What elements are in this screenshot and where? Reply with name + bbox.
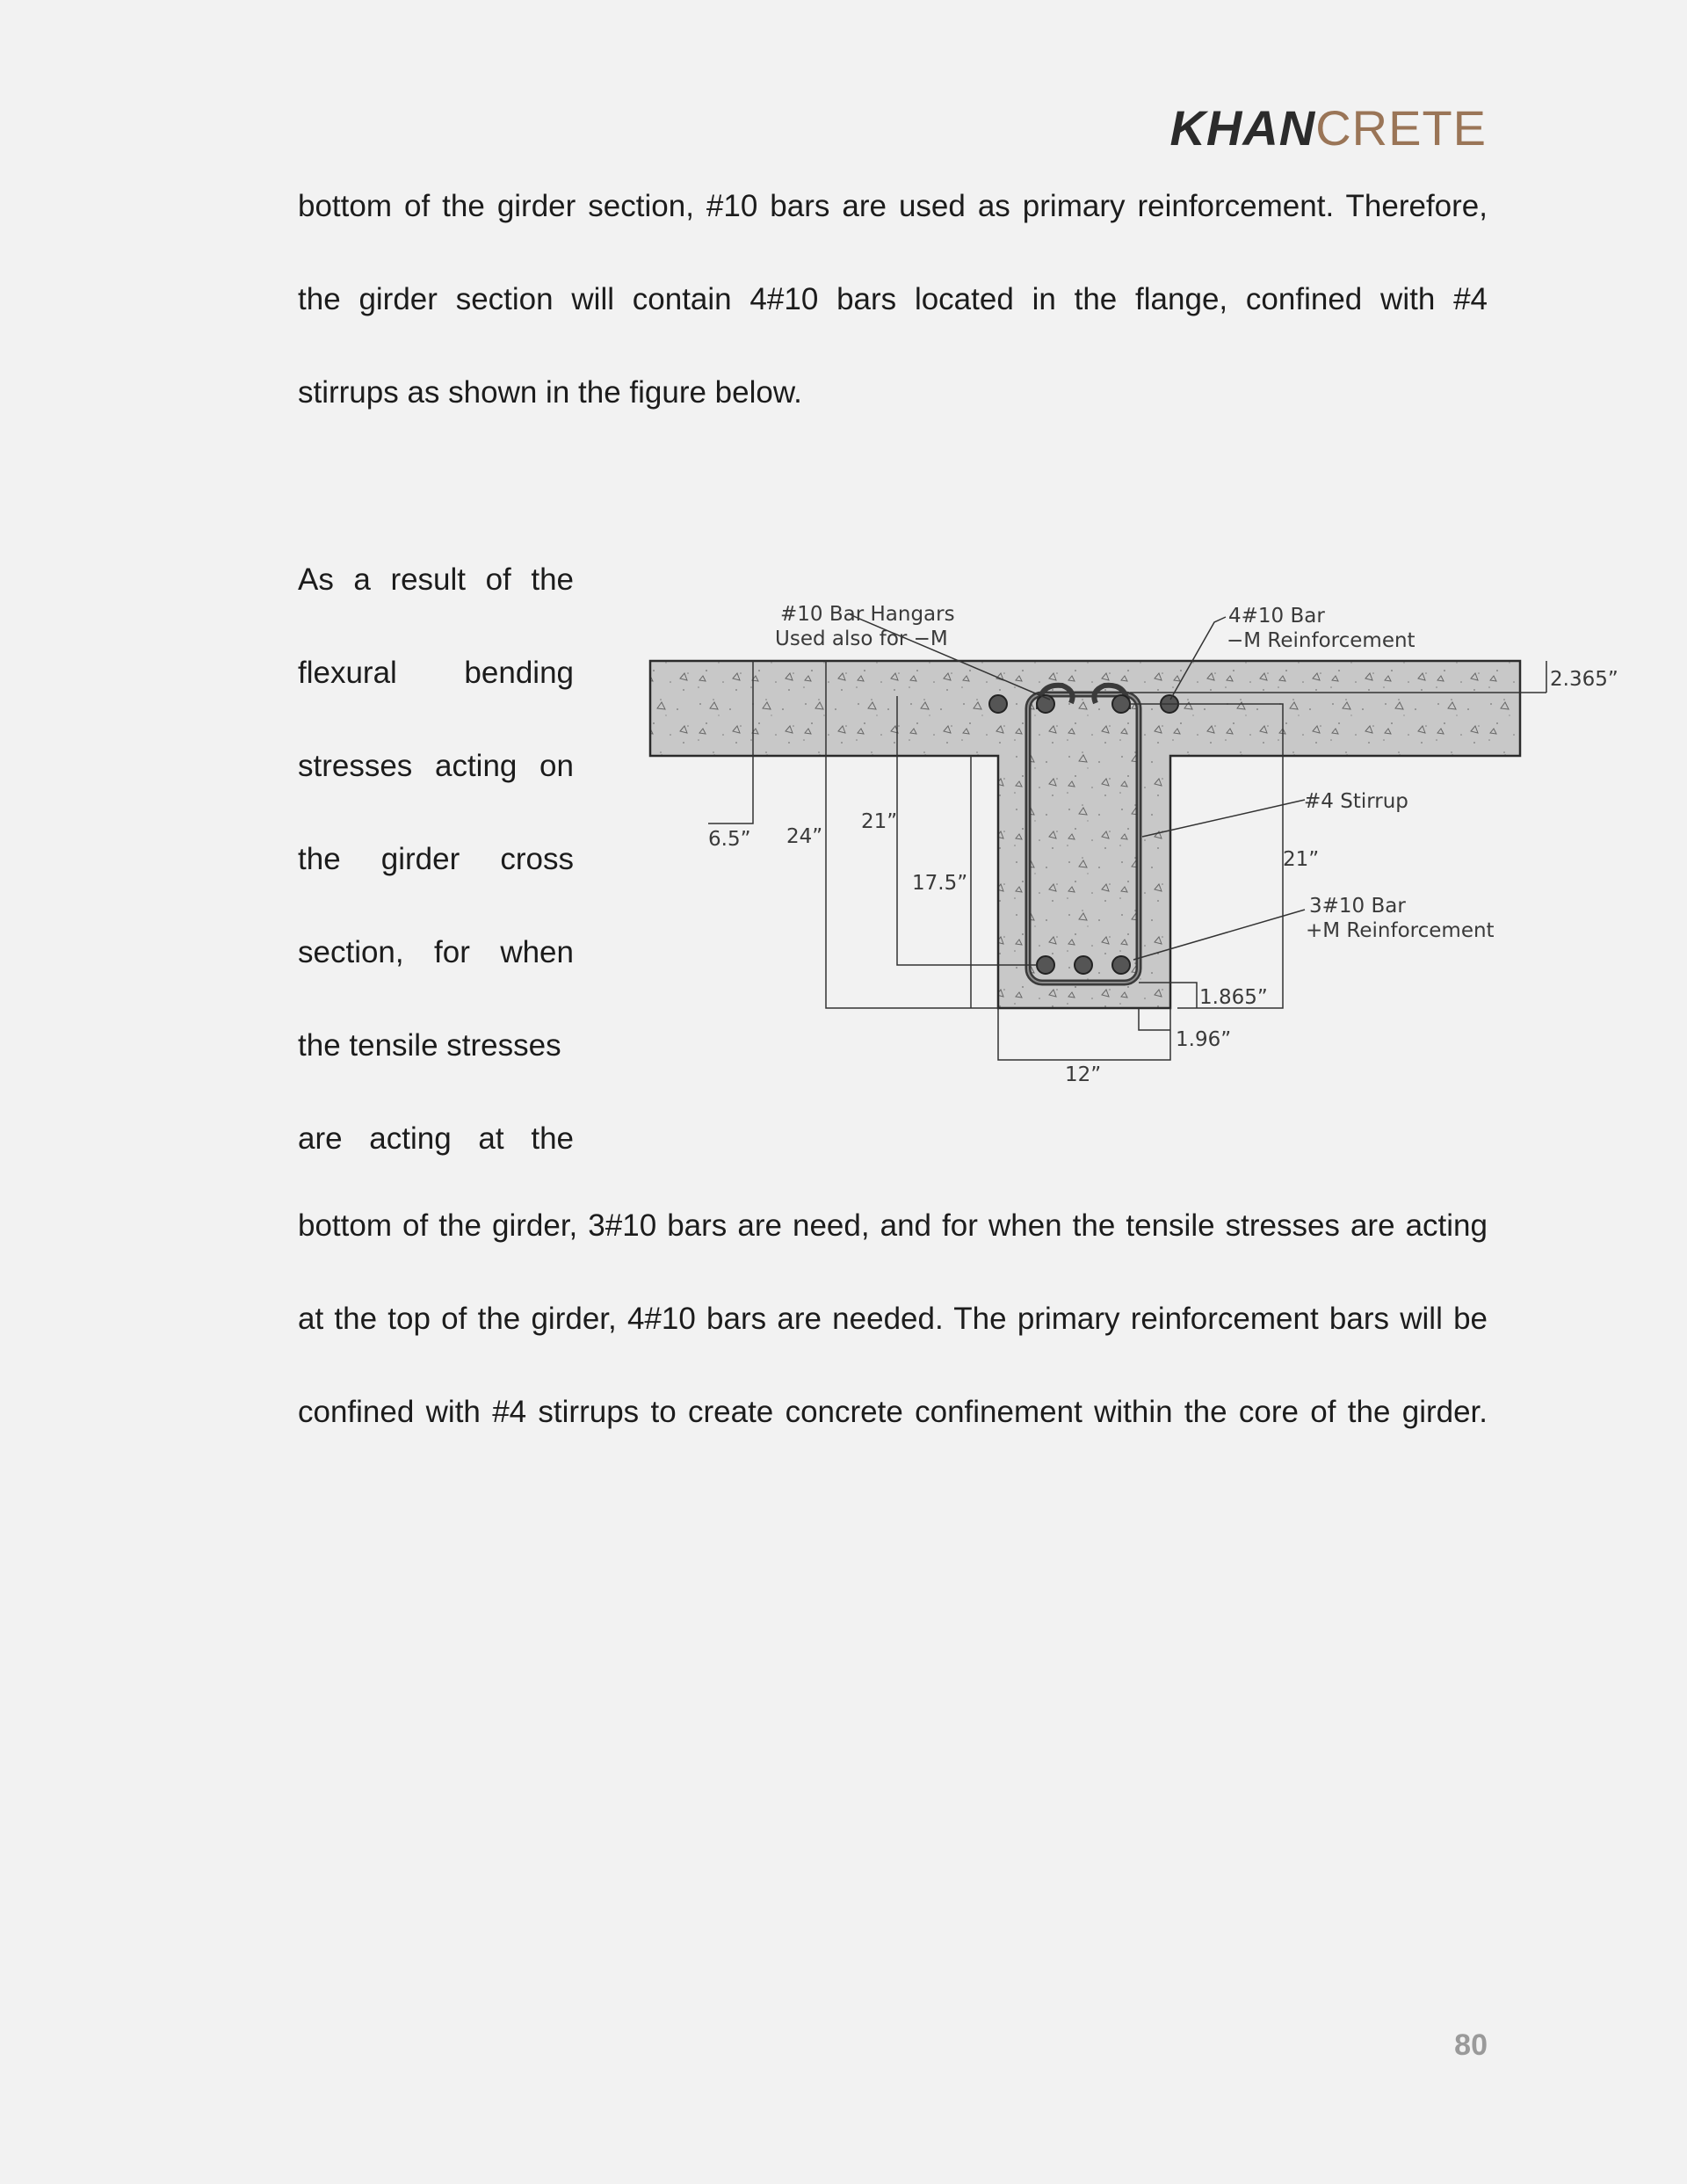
logo-bold-text: KHAN (1169, 100, 1316, 156)
paragraph-line: flexural bending (298, 656, 574, 690)
paragraph-line: the girder section will contain 4#10 bars located in the flange, confined with #4 (298, 282, 1488, 316)
paragraph-line: bottom of the girder, 3#10 bars are need, and for when the tensile stresses are acting (298, 1208, 1488, 1243)
dim-cover-bottom: 1.865” (1199, 986, 1268, 1009)
paragraph-side-text (298, 533, 574, 1186)
paragraph-line: at the top of the girder, 4#10 bars are needed. The primary reinforcement bars will be (298, 1302, 1488, 1336)
dim-depth-21-left: 21” (861, 810, 898, 833)
dim-web-width: 12” (1065, 1063, 1102, 1083)
paragraph-line: confined with #4 stirrups to create concrete confinement within the core of the girder. (298, 1395, 1488, 1429)
dim-depth-17-5: 17.5” (912, 872, 968, 895)
label-top-bar-line1: 4#10 Bar (1228, 605, 1325, 628)
paragraph-line: stirrups as shown in the figure below. (298, 375, 802, 410)
paragraph-line: the tensile stresses (298, 1028, 561, 1063)
top-bar (989, 695, 1007, 713)
logo-light-text: CRETE (1315, 100, 1487, 156)
paragraph-line: stresses acting on (298, 749, 574, 783)
dim-total-depth: 24” (786, 825, 823, 848)
label-bottom-bar-line1: 3#10 Bar (1309, 895, 1406, 918)
paragraph-line: section, for when (298, 935, 574, 969)
paragraph-line: are acting at the (298, 1121, 574, 1156)
label-stirrup: #4 Stirrup (1304, 790, 1408, 813)
top-bar (1112, 695, 1130, 713)
label-hangars-line2: Used also for −M (775, 628, 948, 650)
bottom-bar (1075, 956, 1092, 974)
dim-flange-thickness: 6.5” (708, 828, 751, 851)
paragraph-line: As a result of the (298, 562, 574, 597)
girder-cross-section-svg (641, 591, 1634, 1083)
label-top-bar-line2: −M Reinforcement (1227, 629, 1415, 652)
page-number: 80 (1454, 2028, 1488, 2062)
paragraph-intro (298, 160, 1488, 439)
label-hangars-line1: #10 Bar Hangars (780, 603, 955, 626)
paragraph-conclusion (298, 1179, 1488, 1459)
bottom-bar (1112, 956, 1130, 974)
label-bottom-bar-line2: +M Reinforcement (1306, 919, 1495, 942)
bottom-bar (1037, 956, 1054, 974)
paragraph-line: the girder cross (298, 842, 574, 876)
girder-cross-section-figure (641, 591, 1634, 1083)
dim-cover-top: 2.365” (1550, 668, 1618, 691)
dim-side-cover: 1.96” (1176, 1028, 1232, 1051)
paragraph-line: bottom of the girder section, #10 bars are used as primary reinforcement. Therefore, (298, 189, 1488, 223)
khancrete-logo (1169, 100, 1487, 156)
dim-depth-21-right: 21” (1283, 848, 1320, 871)
